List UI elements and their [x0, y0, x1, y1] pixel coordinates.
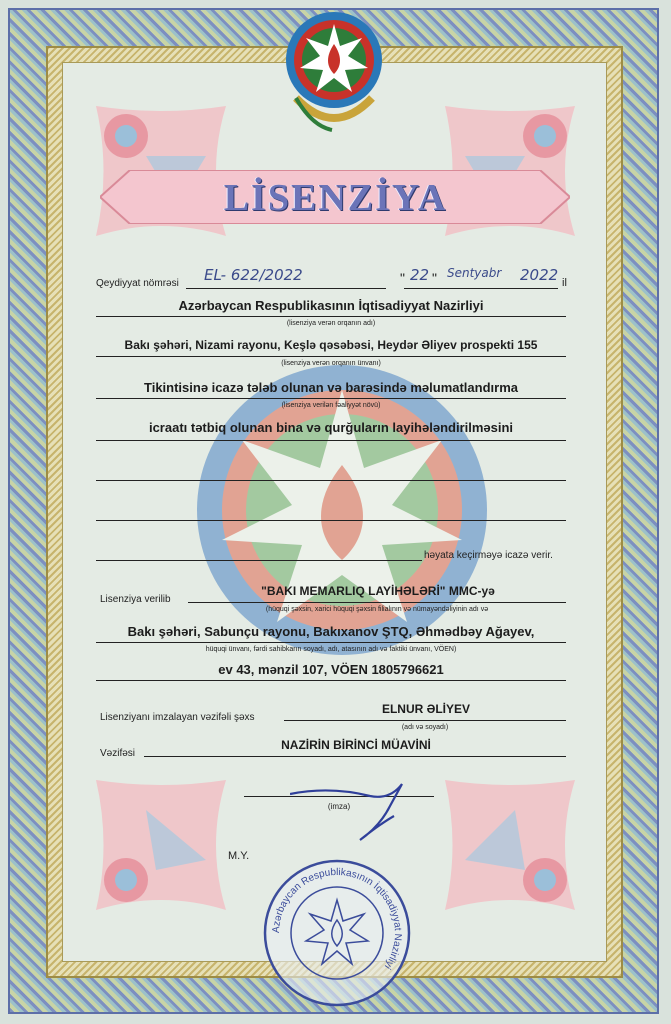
- registration-number-value: EL- 622/2022: [204, 266, 303, 284]
- blank-line-2: [96, 520, 566, 521]
- state-emblem-icon: [282, 8, 386, 140]
- issuer-name-line: [96, 316, 566, 317]
- date-year: 2022: [520, 266, 559, 284]
- signatory-name: ELNUR ƏLİYEV: [381, 702, 471, 716]
- licensee-name: "BAKI MEMARLIQ LAYİHƏLƏRİ" MMC-yə: [261, 584, 495, 598]
- activity-line-2: icraatı tətbiq olunan bina və qurğuların layihələndirilməsini: [148, 420, 514, 435]
- document-title: LİSENZİYA: [223, 177, 448, 219]
- activity-line-2-rule: [96, 440, 566, 441]
- registration-number-line: [186, 288, 386, 289]
- signature-caption: (imza): [327, 802, 351, 811]
- issuer-address-line: [96, 356, 566, 357]
- licensee-label: Lisenziya verilib: [100, 594, 171, 605]
- official-stamp: [262, 858, 412, 1008]
- date-close-quote: ": [432, 270, 437, 286]
- date-open-quote: ": [400, 270, 405, 286]
- activity-line-1: Tikintisinə icazə tələb olunan və barəsində məlumatlandırma: [144, 380, 518, 395]
- issuer-address: Bakı şəhəri, Nizami rayonu, Keşlə qəsəbəsi, Heydər Əliyev prospekti 155: [124, 338, 538, 352]
- signatory-name-caption: (adı və soyadı): [401, 724, 449, 731]
- seal-label: M.Y.: [228, 850, 250, 862]
- handwritten-signature: [290, 776, 430, 846]
- registration-number-label: Qeydiyyat nömrəsi: [96, 278, 179, 289]
- date-month: Sentyabr: [447, 266, 502, 280]
- blank-line-1: [96, 480, 566, 481]
- licensee-address-2-line: [96, 680, 566, 681]
- licensee-address-1-line: [96, 642, 566, 643]
- date-day: 22: [410, 266, 430, 284]
- corner-ornament-bottom-left: [86, 770, 236, 920]
- corner-ornament-bottom-right: [435, 770, 585, 920]
- issuer-address-caption: (lisenziya verən orqanın ünvanı): [281, 360, 381, 367]
- permit-text: həyata keçirməyə icazə verir.: [424, 550, 553, 561]
- permit-line: [96, 560, 422, 561]
- position-label: Vəzifəsi: [100, 748, 136, 759]
- position-value: NAZİRİN BİRİNCİ MÜAVİNİ: [281, 738, 431, 752]
- activity-caption: (lisenziya verilən fəaliyyət növü): [281, 402, 381, 409]
- date-year-suffix: il: [562, 277, 567, 289]
- issuer-name: Azərbaycan Respublikasının İqtisadiyyat Nazirliyi: [178, 298, 484, 313]
- signatory-name-line: [284, 720, 566, 721]
- position-line: [144, 756, 566, 757]
- activity-line-1-rule: [96, 398, 566, 399]
- licensee-address-1: Bakı şəhəri, Sabunçu rayonu, Bakıxanov ŞTQ, Əhmədbəy Ağayev,: [127, 624, 535, 639]
- stamp-ring-text: Azərbaycan Respublikasının İqtisadiyyat Nazirliyi: [270, 866, 404, 971]
- signatory-label: Lisenziyanı imzalayan vəzifəli şəxs: [100, 712, 255, 723]
- licensee-address-2: ev 43, mənzil 107, VÖEN 1805796621: [218, 662, 444, 677]
- licensee-name-line: [188, 602, 566, 603]
- licensee-address-caption: hüquqi ünvanı, fərdi sahibkarın soyadı, adı, atasının adı və faktiki ünvanı, VÖEN): [205, 646, 457, 653]
- issuer-name-caption: (lisenziya verən orqanın adı): [286, 320, 376, 327]
- date-line: [404, 288, 558, 289]
- licensee-name-caption: (hüquqi şəxsin, xarici hüquqi şəxsin filialının və nümayəndəliyinin adı və: [265, 606, 489, 613]
